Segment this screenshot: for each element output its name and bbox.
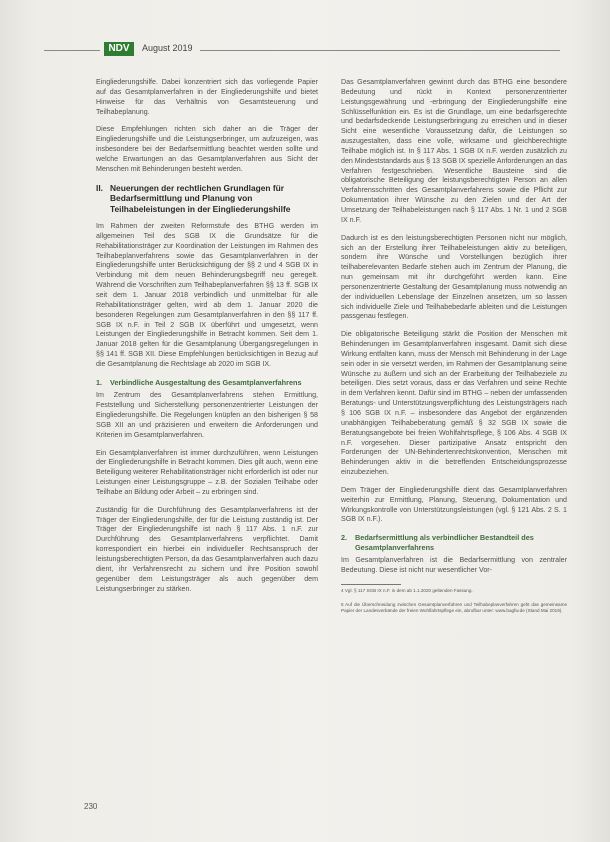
paragraph: Diese Empfehlungen richten sich daher an die Träger der Eingliederungshilfe und die Leistungserbringer, um aufzuzeigen, was insbesondere bei der Bedarfsermittlung beachtet werden sollte und welche Erwartungen an das Gesamtplanverfahren aus Sicht der Menschen mit Behinderungen besteht werden. xyxy=(96,125,318,173)
subsection-heading xyxy=(96,378,318,388)
footnote-rule xyxy=(341,584,401,585)
paragraph: Eingliederungshilfe. Dabei konzentriert sich das vorliegende Papier auf das Gesamtplanverfahren in der Eingliederungshilfe und bietet Hinweise für das Verhältnis von Gesamtsteuerung und Teilhabeplanung. xyxy=(96,78,318,116)
left-column xyxy=(96,78,318,602)
subsection-number: 1. xyxy=(96,377,103,387)
footnote: 5 Auf die Überschneidung zwischen Gesamtplanverfahren und Teilhabeplanverfahren geht das gemeinsame Papier der Landesverbände der freien Wohlfahrtspflege ein, abrufbar unter: www.bagfw.de (Stand Mai 2019). xyxy=(341,602,567,614)
subsection-title: Bedarfsermittlung als verbindlicher Bestandteil des Gesamtplanverfahrens xyxy=(355,533,534,552)
issue-date: August 2019 xyxy=(142,43,193,53)
subsection-number: 2. xyxy=(341,533,348,543)
header-rule-left xyxy=(44,50,100,51)
paragraph: Im Rahmen der zweiten Reformstufe des BTHG werden im allgemeinen Teil des SGB IX die Grundsätze für die Rehabilitationsträger zur Koordination der Leistungen im Rahmen des Teilhabeplanverfahrens sowie das Gesamtplanverfahren in der Eingliederungshilfe unter Berücksichtigung der §§ 2 und 4 SGB IX in Verbindung mit dem neuen Behinderungsbegriff neu geregelt. Während die Vorschriften zum Teilhabeplanverfahren §§ 13 ff. SGB IX seit dem 1. Januar 2018 verbindlich und unmittelbar für alle Rehabilitationsträger gelten, wird ab dem 1. Januar 2020 die besonderen Regelungen zum Gesamtplanverfahren in den §§ 117 ff. SGB IX n.F. in Teil 2 SGB IX überführt und umgesetzt, wenn Leistungen der Eingliederungshilfe in Betracht kommen. Seit dem 1. Januar 2018 gelten für die Gesamtplanung Übergangsregelungen in §§ 141 ff. SGB XII. Diese Empfehlungen berücksichtigen in Bezug auf die Gesamtplanung die Rechtslage ab 2020 im SGB IX. xyxy=(96,222,318,368)
paragraph: Dem Träger der Eingliederungshilfe dient das Gesamtplanverfahren weiterhin zur Ermittlung, Planung, Steuerung, Dokumentation und Wirkungskontrolle von Unterstützungsleistungen (vgl. § 121 Abs. 2 S. 1 SGB IX n.F.). xyxy=(341,485,567,524)
section-title: Neuerungen der rechtlichen Grundlagen für Bedarfsermittlung und Planung von Teilhabeleistungen in der Eingliederungshilfe xyxy=(110,182,291,214)
header-rule-right xyxy=(200,50,560,51)
subsection-heading xyxy=(341,533,567,552)
subsection-title: Verbindliche Ausgestaltung des Gesamtplanverfahrens xyxy=(110,377,302,387)
paragraph: Zuständig für die Durchführung des Gesamtplanverfahrens ist der Träger der Eingliederungshilfe, der für die Leistung zuständig ist. Der Träger der Eingliederungshilfe ist nach § 117 Abs. 1 n.F. zur Durchführung des Gesamtplanverfahrens verpflichtet. Damit korrespondiert ein hierbei ein individueller Rechtsanspruch der leistungsberechtigten Person, da das Gesamtplanverfahren auch dazu dient, ihr Verfahrensrecht zu sichern und ihre Position sowohl gegenüber dem Leistungsträger als auch gegenüber dem Leistungserbringer zu stärken. xyxy=(96,505,318,593)
right-column xyxy=(341,78,567,622)
footnote: 4 Vgl. § 117 SGB IX n.F. in dem ab 1.1.2020 geltenden Fassung. xyxy=(341,588,473,594)
section-number: II. xyxy=(96,182,103,193)
paragraph: Im Gesamtplanverfahren ist die Bedarfsermittlung von zentraler Bedeutung. Diese ist nicht nur wesentlicher Vor- xyxy=(341,556,567,575)
paragraph: Das Gesamtplanverfahren gewinnt durch das BTHG eine besondere Bedeutung und rückt in Kontext personenzentrierter Leistungsgewährung und -erbringung der Eingliederungshilfe eine Schlüsselfunktion ein. Es ist die Grundlage, um eine bedarfsgerechte und bedarfsdeckende Leistungserbringung zu erreichen und in dieser Sicht eine wesentliche Voraussetzung dafür, die Leistungen so auszugestalten, dass eine volle, wirksame und gleichberechtigte Teilhabe möglich ist. In § 117 Abs. 1 SGB IX n.F. werden zusätzlich zu den Mindeststandards aus § 13 SGB IX spezielle Anforderungen an das Verfahren festgeschrieben. Wesentliche Bausteine sind die obligatorische Beteiligung der leistungsberechtigten Person an allen Verfahrensschritten des Gesamtplanverfahrens sowie die Pflicht zur Dokumentation ihrer Wünsche zu den Zielen und der Art der Umsetzung der Teilhabeleistungen nach § 117 Abs. 1 Nr. 1 und 2 SGB IX n.F. xyxy=(341,78,567,224)
paragraph: Im Zentrum des Gesamtplanverfahrens stehen Ermittlung, Feststellung und Sicherstellung personenzentrierter Leistungen der Eingliederungshilfe. Die Regelungen knüpfen an den bisherigen § 58 SGB XII an und präzisieren und erweitern die Anforderungen und Kriterien im Gesamtplanverfahren. xyxy=(96,391,318,439)
paragraph: Die obligatorische Beteiligung stärkt die Position der Menschen mit Behinderungen im Gesamtplanverfahren insgesamt. Damit sich diese Wirkung entfalten kann, muss der Mensch mit Behinderung in der Lage sein oder in sie versetzt werden, im Rahmen der Gesamtplanung seine Wünsche zu äußern und sich an der Erarbeitung der Teilhabeziele zu beteiligen. Dies setzt voraus, dass er das Verfahren und seine Rechte in dem Verfahren kennt. Dafür sind im BTHG – neben der umfassenden Beratungs- und Unterstützungsverpflichtung des Leistungsträgers nach § 106 SGB IX n.F. – insbesondere das Angebot der ergänzenden unabhängigen Teilhabeberatung gemäß § 32 SGB IX sowie die Beratungsangebote bei freien Wohlfahrtspflege, § 106 Abs. 4 SGB IX n.F. vorgesehen. Dieser partizipative Ansatz entspricht den Forderungen der UN-Behindertenrechtskonvention, Menschen mit Behinderungen aktiv in die betreffenden Entscheidungsprozesse einzubeziehen. xyxy=(341,330,567,477)
section-heading xyxy=(96,183,318,215)
paragraph: Dadurch ist es den leistungsberechtigten Personen nicht nur möglich, sich an der Erstellung ihrer Teilhabeleistungen aktiv zu beteiligen, sondern ihre Wünsche und Vorstellungen bezüglich ihrer teilhaberelevanten Bedarfe stehen auch im Zentrum der Planung, die nun gemeinsam mit ihr durchgeführt werden kann. Eine personenzentrierte Gestaltung der Gesamtplanung muss notwendig an der individuellen Lebenslage der Einzelnen ansetzen, um so lassen sich individuelle Ziele und Teilhabebedarfe ableiten und die Leistungen passgenau festlegen. xyxy=(341,233,567,321)
page-number: 230 xyxy=(84,802,98,811)
paragraph: Ein Gesamtplanverfahren ist immer durchzuführen, wenn Leistungen der Eingliederungshilfe in Betracht kommen. Dies gilt auch, wenn eine Beteiligung weiterer Rehabilitationsträger nicht erforderlich ist oder nur Leistungen einer Leistungsgruppe – z.B. der Sozialen Teilhabe oder Teilhabe an Bildung oder Arbeit – zu erbringen sind. xyxy=(96,448,318,496)
journal-badge: NDV xyxy=(104,42,134,56)
